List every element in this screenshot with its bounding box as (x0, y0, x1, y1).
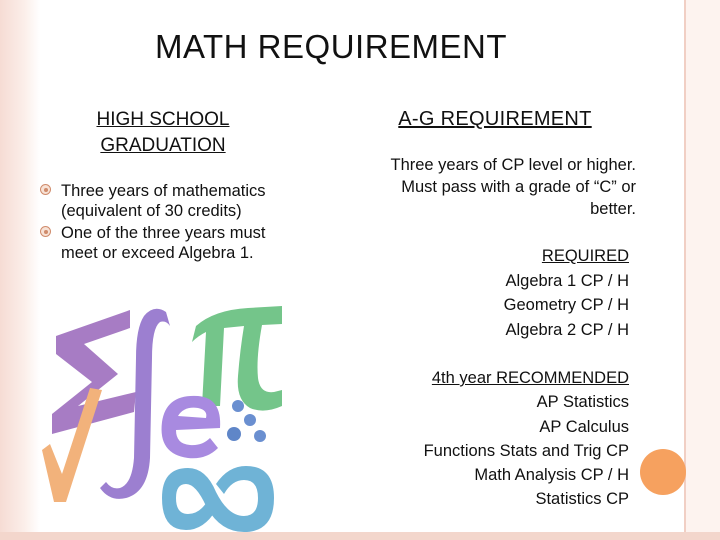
ag-description-line: Three years of CP level or higher. (390, 156, 636, 174)
recommended-label: 4th year RECOMMENDED (431, 369, 629, 387)
bullet-line: One of the three years must (61, 224, 266, 242)
bullet-line: (equivalent of 30 credits) (61, 202, 242, 220)
high-school-heading (80, 107, 246, 159)
ag-heading: A-G REQUIREMENT (398, 108, 592, 130)
bullet-circle-icon (40, 226, 51, 237)
required-course: Algebra 2 CP / H (505, 320, 629, 339)
bullet-circle-icon (40, 184, 51, 195)
bullet-line: meet or exceed Algebra 1. (61, 244, 254, 262)
ag-description-line: Must pass with a grade of “C” or (401, 178, 636, 196)
dot-icon (227, 427, 241, 441)
euler-e-icon (162, 396, 221, 458)
required-course: Geometry CP / H (503, 296, 629, 314)
recommended-course: Functions Stats and Trig CP (423, 441, 629, 460)
bullet-item (40, 181, 310, 221)
pi-icon (192, 306, 282, 411)
infinity-icon (162, 466, 274, 532)
left-frame-band (0, 0, 40, 540)
dot-icon (232, 400, 244, 412)
recommended-course: AP Statistics (536, 393, 629, 412)
right-frame-line (684, 0, 686, 540)
decorative-orange-circle (640, 449, 686, 495)
slide-title: MATH REQUIREMENT (154, 28, 508, 65)
bullet-item (40, 223, 310, 263)
right-frame-band (686, 0, 720, 540)
dot-icon (254, 430, 266, 442)
ag-description (340, 154, 636, 220)
high-school-heading-line1: HIGH SCHOOL (96, 109, 230, 130)
high-school-bullet-list (40, 181, 310, 265)
dot-icon (244, 414, 256, 426)
sigma-icon (52, 310, 136, 434)
required-courses (380, 244, 629, 342)
high-school-heading-line2: GRADUATION (100, 135, 226, 156)
required-label: REQUIRED (541, 247, 629, 265)
recommended-course: AP Calculus (539, 417, 629, 436)
recommended-course: Statistics CP (535, 490, 629, 509)
recommended-courses (360, 366, 629, 512)
ag-description-line: better. (590, 200, 636, 218)
recommended-course: Math Analysis CP / H (474, 466, 629, 485)
required-course: Algebra 1 CP / H (505, 271, 629, 290)
bullet-line: Three years of mathematics (61, 182, 266, 200)
math-symbols-illustration (38, 288, 298, 536)
